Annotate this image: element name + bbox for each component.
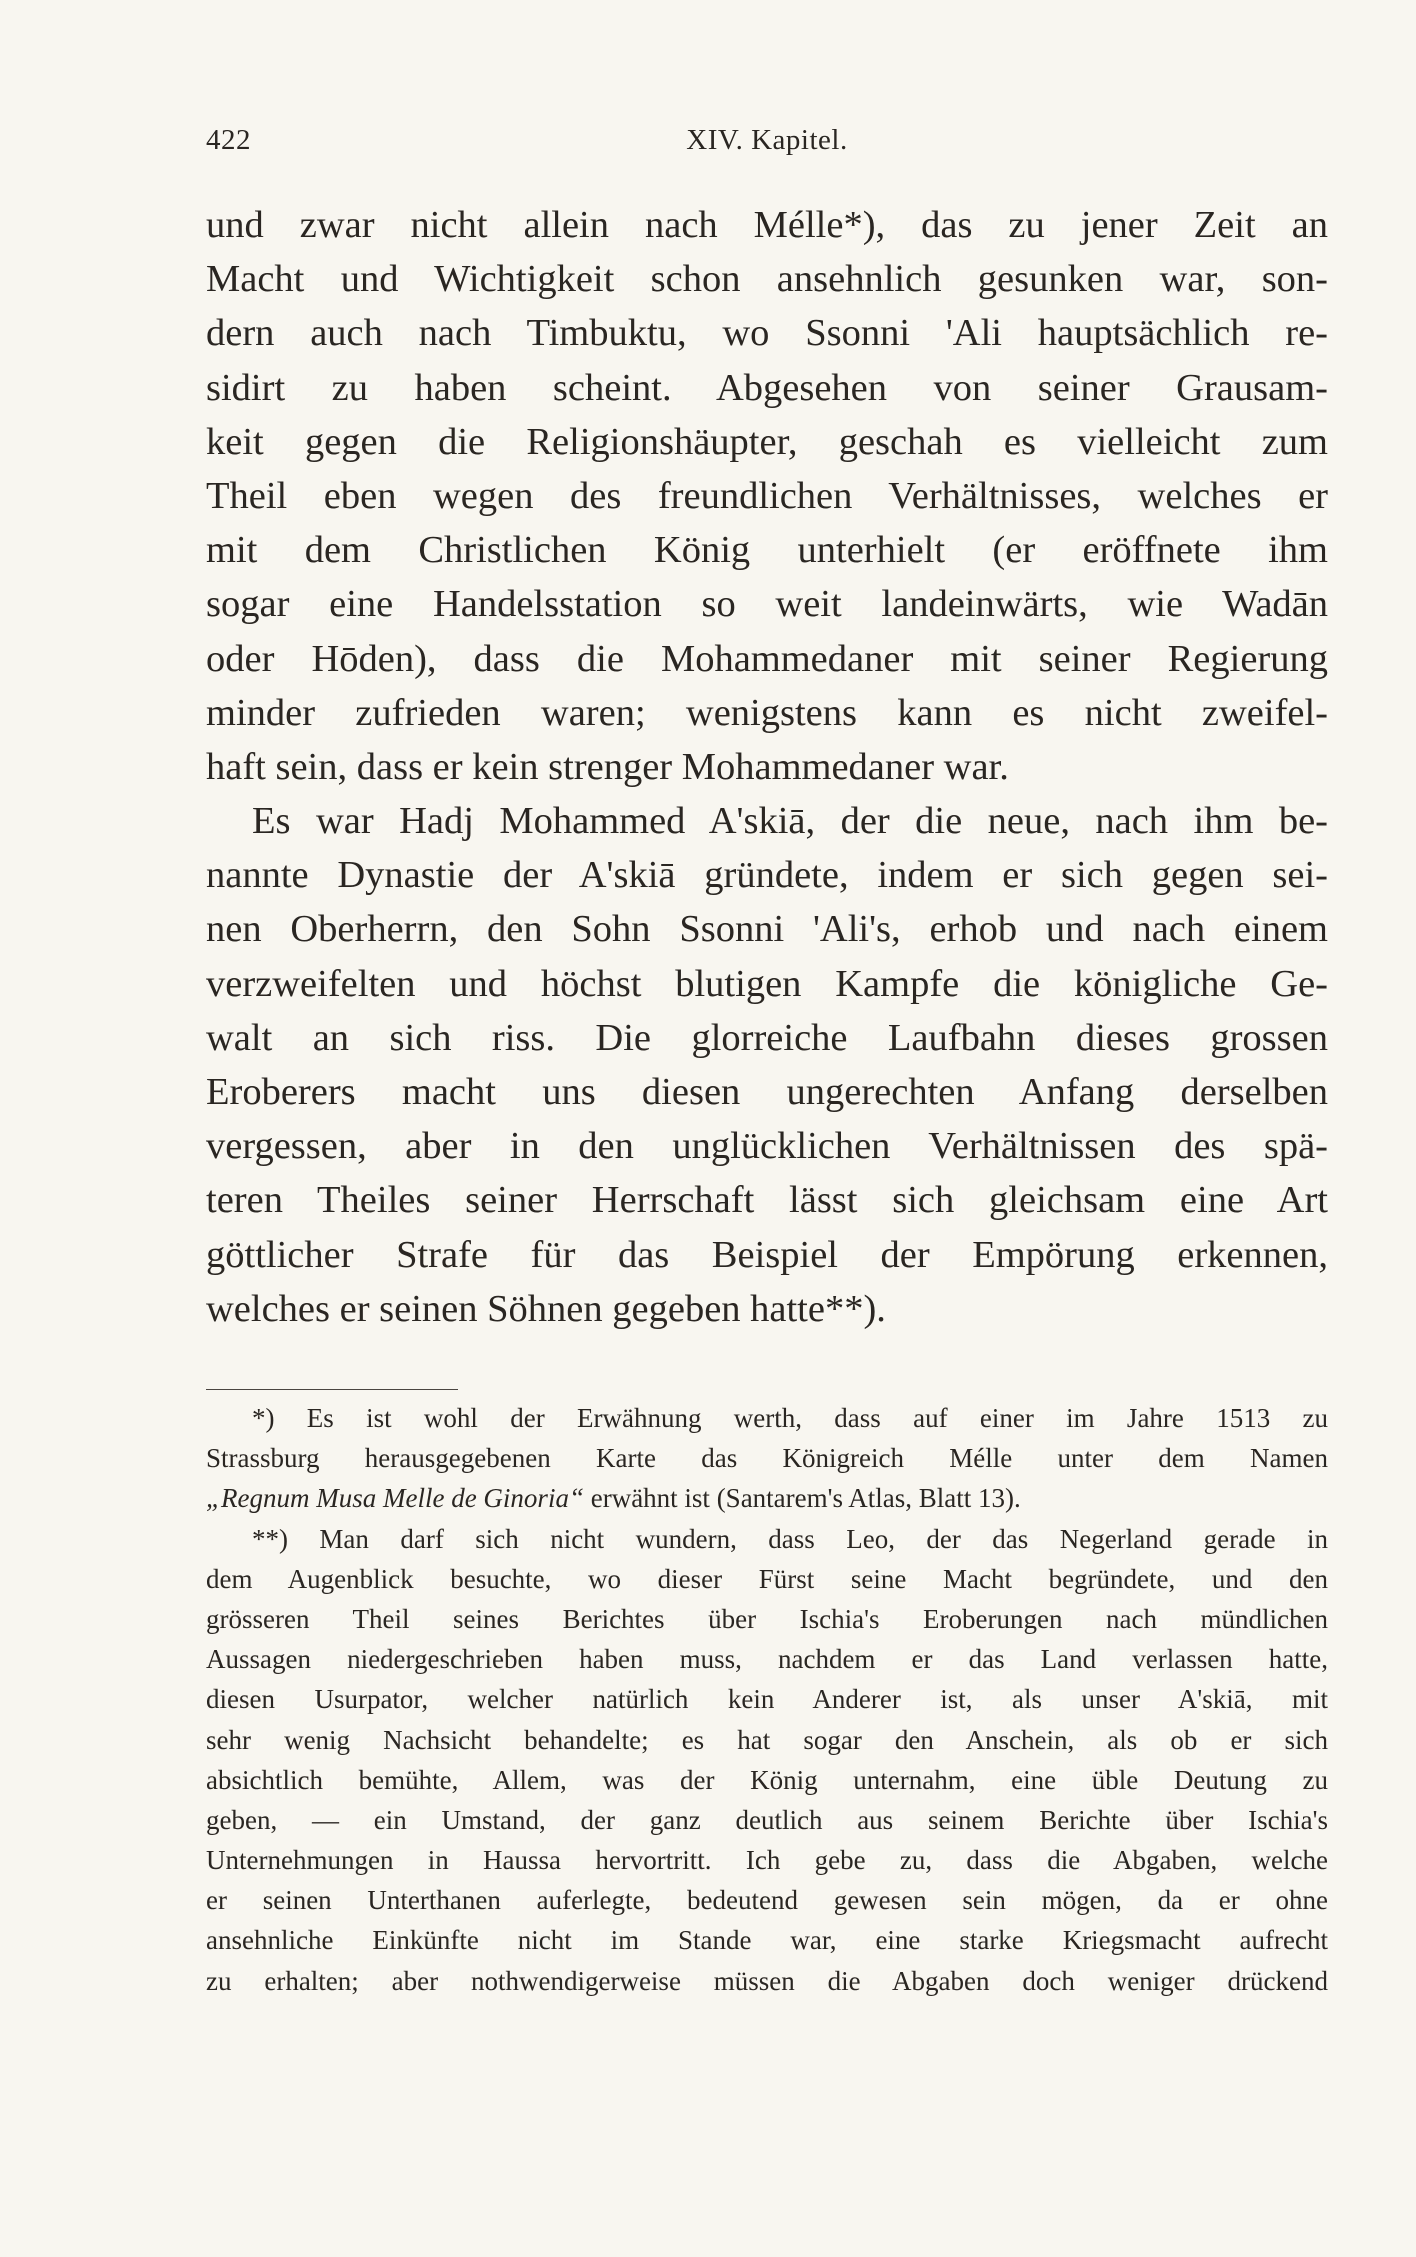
footnote-1-line: Strassburg herausgegebenen Karte das Königreich Mélle unter dem Namen — [206, 1443, 1328, 1474]
footnote-2-line: Unternehmungen in Haussa hervortritt. Ich gebe zu, dass die Abgaben, welche — [206, 1845, 1328, 1876]
footnote-1-line: *) Es ist wohl der Erwähnung werth, dass auf einer im Jahre 1513 zu — [252, 1403, 1328, 1433]
body-line: vergessen, aber in den unglücklichen Verhältnissen des spä- — [206, 1125, 1328, 1168]
footnote-2-line: **) Man darf sich nicht wundern, dass Leo, der das Negerland gerade in — [252, 1523, 1328, 1554]
footnote-2-line: er seinen Unterthanen auferlegte, bedeutend gewesen sein mögen, da er ohne — [206, 1885, 1328, 1916]
body-line: welches er seinen Söhnen gegeben hatte**). — [206, 1287, 886, 1330]
body-text — [206, 198, 1328, 1336]
body-line: göttlicher Strafe für das Beispiel der Empörung erkennen, — [206, 1233, 1328, 1276]
body-line: haft sein, dass er kein strenger Mohammedaner war. — [206, 745, 1009, 788]
body-line: nannte Dynastie der A'skiā gründete, indem er sich gegen sei- — [206, 854, 1328, 897]
footnote-2-line: ansehnliche Einkünfte nicht im Stande war, eine starke Kriegsmacht aufrecht — [206, 1925, 1328, 1956]
body-line: verzweifelten und höchst blutigen Kampfe die königliche Ge- — [206, 962, 1328, 1005]
running-head — [206, 124, 1328, 164]
body-line: sogar eine Handelsstation so weit landeinwärts, wie Wadān — [206, 583, 1328, 626]
body-line: Eroberers macht uns diesen ungerechten Anfang derselben — [206, 1071, 1328, 1113]
body-line: minder zufrieden waren; wenigstens kann es nicht zweifel- — [206, 691, 1328, 734]
footnote-2-line: Aussagen niedergeschrieben haben muss, nachdem er das Land verlassen hatte, — [206, 1644, 1328, 1675]
body-line: dern auch nach Timbuktu, wo Ssonni 'Ali hauptsächlich re- — [206, 312, 1328, 355]
footnote-2-line: sehr wenig Nachsicht behandelte; es hat sogar den Anschein, als ob er sich — [206, 1724, 1328, 1755]
body-line: Macht und Wichtigkeit schon ansehnlich gesunken war, son- — [206, 258, 1328, 301]
body-line: teren Theiles seiner Herrschaft lässt sich gleichsam eine Art — [206, 1179, 1328, 1222]
footnote-2-line: diesen Usurpator, welcher natürlich kein Anderer ist, als unser A'skiā, mit — [206, 1684, 1328, 1715]
body-line: sidirt zu haben scheint. Abgesehen von seiner Grausam- — [206, 366, 1328, 409]
footnote-1-map-title: „Regnum Musa Melle de Ginoria“ — [206, 1483, 584, 1514]
footnotes — [206, 1398, 1328, 2001]
body-line: walt an sich riss. Die glorreiche Laufbahn dieses grossen — [206, 1016, 1328, 1059]
footnote-1-line — [206, 1478, 1328, 1518]
chapter-title: XIV. Kapitel. — [686, 124, 848, 156]
footnote-2-line: zu erhalten; aber nothwendigerweise müssen die Abgaben doch weniger drückend — [206, 1965, 1328, 1996]
body-line: und zwar nicht allein nach Mélle*), das zu jener Zeit an — [206, 204, 1328, 246]
footnote-2-line: absichtlich bemühte, Allem, was der König unternahm, eine üble Deutung zu — [206, 1764, 1328, 1795]
body-line: mit dem Christlichen König unterhielt (er eröffnete ihm — [206, 529, 1328, 572]
footnote-2-line: geben, — ein Umstand, der ganz deutlich aus seinem Berichte über Ischia's — [206, 1804, 1328, 1835]
body-line: Es war Hadj Mohammed A'skiā, der die neue, nach ihm be- — [252, 800, 1328, 843]
body-line: Theil eben wegen des freundlichen Verhältnisses, welches er — [206, 474, 1328, 517]
footnote-1-line-rest: erwähnt ist (Santarem's Atlas, Blatt 13). — [583, 1483, 1021, 1514]
body-line: keit gegen die Religionshäupter, geschah es vielleicht zum — [206, 420, 1328, 463]
body-line: oder Hōden), dass die Mohammedaner mit seiner Regierung — [206, 637, 1328, 680]
footnote-divider — [206, 1389, 458, 1390]
page-number: 422 — [206, 124, 251, 156]
footnote-2-line: grösseren Theil seines Berichtes über Ischia's Eroberungen nach mündlichen — [206, 1603, 1328, 1634]
footnote-2-line: dem Augenblick besuchte, wo dieser Fürst seine Macht begründete, und den — [206, 1563, 1328, 1594]
body-line: nen Oberherrn, den Sohn Ssonni 'Ali's, erhob und nach einem — [206, 908, 1328, 951]
